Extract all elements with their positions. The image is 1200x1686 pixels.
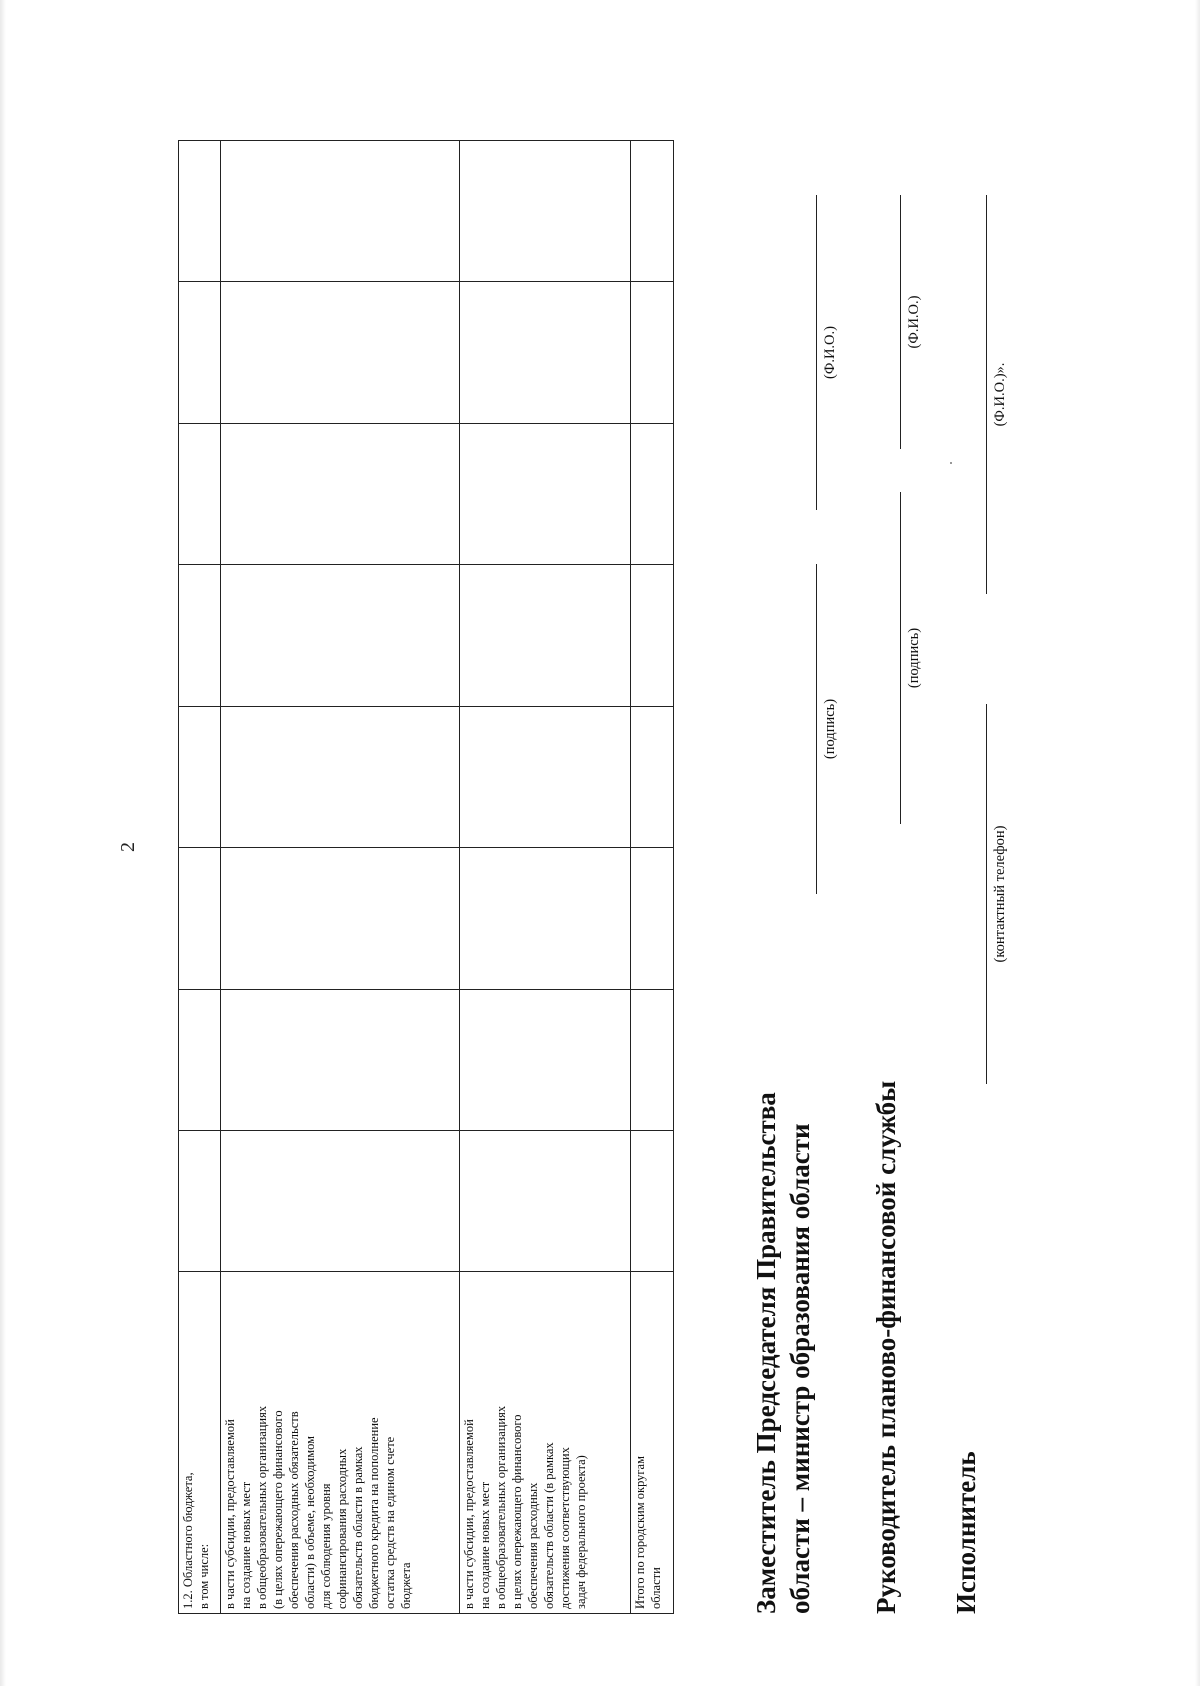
budget-table: [178, 140, 674, 1614]
empty-value-cell: [631, 848, 674, 989]
finance-head-name-line: [900, 195, 901, 449]
row-label-line: в общеобразовательных организациях: [255, 1405, 269, 1609]
row-label-line: в общеобразовательных организациях: [494, 1405, 508, 1609]
empty-value-cell: [179, 706, 221, 847]
row-label-line: 1.2. Областного бюджета,: [181, 1472, 195, 1609]
row-label-line: обеспечения расходных: [526, 1482, 540, 1609]
empty-value-cell: [631, 989, 674, 1130]
empty-value-cell: [179, 282, 221, 423]
row-label-line: (в целях опережающего финансового: [271, 1410, 285, 1609]
empty-value-cell: [179, 423, 221, 564]
row-label-line: Итого по городским округам: [633, 1456, 647, 1609]
deputy-name-line: [816, 195, 817, 510]
row-label-cell: [179, 1272, 221, 1614]
row-label-line: задач федерального проекта): [574, 1455, 588, 1609]
empty-value-cell: [631, 1130, 674, 1271]
row-label-line: для соблюдения уровня: [319, 1483, 333, 1609]
empty-value-cell: [460, 141, 631, 282]
executor-name-line: [986, 195, 987, 594]
empty-value-cell: [221, 848, 460, 989]
row-label-line: бюджета: [399, 1562, 413, 1609]
empty-value-cell: [221, 282, 460, 423]
row-label-line: области) в объеме, необходимом: [303, 1435, 317, 1609]
table-row: [460, 141, 631, 1614]
empty-value-cell: [221, 989, 460, 1130]
page-number: 2: [117, 842, 139, 852]
row-label-line: в части субсидии, предоставляемой: [462, 1419, 476, 1609]
deputy-signature-caption: (подпись): [822, 698, 838, 760]
executor-phone-caption: (контактный телефон): [992, 825, 1008, 963]
scan-speck: [950, 462, 952, 464]
executor-title: Исполнитель: [951, 1451, 981, 1614]
table-row: [631, 141, 674, 1614]
empty-value-cell: [460, 1130, 631, 1271]
row-label-line: софинансирования расходных: [335, 1448, 349, 1609]
row-label-line: достижения соответствующих: [558, 1447, 572, 1609]
deputy-signature-line: [816, 564, 817, 894]
executor-name-caption: (Ф.И.О.)».: [992, 362, 1008, 427]
empty-value-cell: [179, 141, 221, 282]
empty-value-cell: [460, 423, 631, 564]
finance-head-title: Руководитель планово-финансовой службы: [871, 1080, 901, 1614]
row-label-cell: [221, 1272, 460, 1614]
row-label-line: обязательств области в рамках: [351, 1446, 365, 1609]
empty-value-cell: [179, 565, 221, 706]
scan-edge-right: [1195, 0, 1200, 1686]
row-label-line: в целях опережающего финансового: [510, 1414, 524, 1609]
row-label-line: на создание новых мест: [239, 1481, 253, 1609]
row-label-cell: [631, 1272, 674, 1614]
deputy-title-line2: области – министр образования области: [785, 1123, 815, 1614]
row-label-line: обязательств области (в рамках: [542, 1442, 556, 1609]
empty-value-cell: [460, 989, 631, 1130]
row-label-line: области: [649, 1567, 663, 1609]
table-body: [179, 141, 674, 1614]
row-label-line: бюджетного кредита на пополнение: [367, 1417, 381, 1609]
deputy-name-caption: (Ф.И.О.): [822, 326, 838, 379]
scan-edge-left: [0, 0, 6, 1686]
finance-head-name-caption: (Ф.И.О.): [906, 295, 922, 349]
row-label-cell: [460, 1272, 631, 1614]
empty-value-cell: [179, 1130, 221, 1271]
empty-value-cell: [179, 989, 221, 1130]
landscape-sheet: [160, 140, 1180, 1614]
table-row: [179, 141, 221, 1614]
empty-value-cell: [631, 423, 674, 564]
row-label-line: на создание новых мест: [478, 1481, 492, 1609]
executor-phone-line: [986, 704, 987, 1084]
row-label-line: обеспечения расходных обязательств: [287, 1411, 301, 1609]
empty-value-cell: [221, 141, 460, 282]
empty-value-cell: [631, 282, 674, 423]
empty-value-cell: [631, 141, 674, 282]
empty-value-cell: [221, 1130, 460, 1271]
finance-head-signature-caption: (подпись): [906, 627, 922, 689]
empty-value-cell: [631, 706, 674, 847]
empty-value-cell: [460, 282, 631, 423]
empty-value-cell: [221, 706, 460, 847]
empty-value-cell: [460, 565, 631, 706]
empty-value-cell: [221, 423, 460, 564]
deputy-title-line1: Заместитель Председателя Правительства: [751, 1092, 781, 1614]
empty-value-cell: [221, 565, 460, 706]
row-label-line: в части субсидии, предоставляемой: [223, 1419, 237, 1609]
empty-value-cell: [631, 565, 674, 706]
row-label-line: остатка средств на едином счете: [383, 1436, 397, 1609]
empty-value-cell: [460, 848, 631, 989]
table-row: [221, 141, 460, 1614]
row-label-line: в том числе:: [197, 1543, 211, 1609]
empty-value-cell: [179, 848, 221, 989]
empty-value-cell: [460, 706, 631, 847]
finance-head-signature-line: [900, 492, 901, 824]
